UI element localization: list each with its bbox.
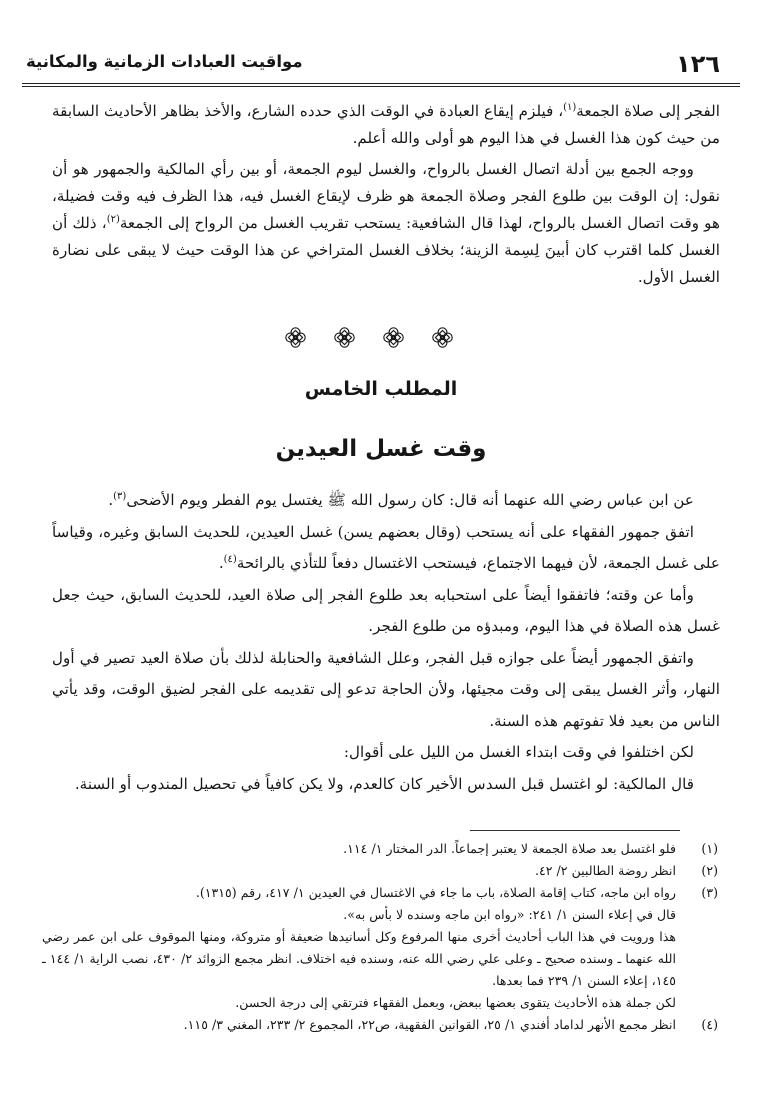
footnote-text bbox=[42, 882, 676, 1014]
section-title: وقت غسل العيدين bbox=[275, 436, 487, 462]
text-run: ، فيلزم إيقاع العبادة في الوقت الذي حدده الشارع، والأخذ بظاهر الأحاديث السابقة من حيث كون هذا الغسل في هذا اليوم هو أولى والله أعلم. bbox=[52, 102, 720, 147]
body-text bbox=[52, 485, 720, 800]
text-run: اتفق جمهور الفقهاء على أنه يستحب (وقال بعضهم يسن) غسل العيدين، للحديث السابق وغيره، وقياساً على غسل الجمعة، لأن فيهما الاجتماع، فيستحب الاغتسال دفعاً للتأذي بالرائحة bbox=[52, 522, 720, 572]
body-paragraph: واتفق الجمهور أيضاً على جوازه قبل الفجر، وعلل الشافعية والحنابلة لذلك بأن صلاة العيد تصير في أول النهار، وأثر الغسل يبقى إلى وقت مجيئها، ولأن الحاجة تدعو إلى تقديمه على الفجر لضيق الوقت، وقد يأتي الناس من بعيد فلا تفوتهم هذه السنة. bbox=[52, 648, 720, 730]
text-run: الفجر إلى صلاة الجمعة bbox=[576, 102, 720, 120]
header-rule bbox=[22, 83, 740, 84]
footnote-line: قال في إعلاء السنن ١/ ٢٤١: «رواه ابن ماجه وسنده لا بأس به». bbox=[343, 907, 676, 922]
footnote-text: انظر مجمع الأنهر لداماد أفندي ١/ ٢٥، القوانين الفقهية، ص٢٢، المجموع ٢/ ٢٣٣، المغني ٣/ ١١٥. bbox=[183, 1017, 676, 1032]
footnote bbox=[42, 1014, 720, 1036]
footnote-ref-3[interactable]: (٣) bbox=[113, 490, 127, 502]
page-number: ١٢٦ bbox=[676, 50, 720, 78]
text-run: . bbox=[108, 491, 114, 509]
footnote-ref-2[interactable]: (٢) bbox=[106, 213, 120, 225]
footnote-ref-4[interactable]: (٤) bbox=[223, 553, 237, 565]
header-rule-thin bbox=[22, 86, 740, 87]
footnote-line: لكن جملة هذه الأحاديث يتقوى بعضها ببعض، وبعمل الفقهاء فترتقي إلى درجة الحسن. bbox=[235, 995, 676, 1010]
running-title: مواقيت العبادات الزمانية والمكانية bbox=[26, 52, 303, 71]
quatrefoil-knot-icon bbox=[284, 326, 307, 349]
body-paragraph: لكن اختلفوا في وقت ابتداء الغسل من الليل على أقوال: bbox=[343, 743, 694, 761]
text-run: . bbox=[218, 554, 224, 572]
footnote-text: فلو اغتسل بعد صلاة الجمعة لا يعتبر إجماعاً. الدر المختار ١/ ١١٤. bbox=[343, 841, 676, 856]
intro-paragraph bbox=[52, 98, 720, 152]
text-run: ووجه الجمع بين أدلة اتصال الغسل بالرواح، والغسل ليوم الجمعة، أو بين رأي المالكية والجمهور هو أن نقول: إن الوقت بين طلوع الفجر وصلاة الجمعة هو ظرف لإيقاع الغسل فيه، هذا الظرف فيه وقت فضيلة، هو وقت اتصال الغسل بالرواح، لهذا قال الشافعية: يستحب تقريب الغسل من الرواح إلى الجمعة bbox=[52, 160, 720, 232]
footnote-number: (٢) bbox=[701, 863, 718, 878]
footnote bbox=[42, 882, 720, 1014]
footnote bbox=[42, 860, 720, 882]
quatrefoil-knot-icon bbox=[431, 326, 454, 349]
footnote bbox=[42, 838, 720, 860]
quatrefoil-knot-icon bbox=[333, 326, 356, 349]
footnote-line: هذا ورويت في هذا الباب أحاديث أخرى منها المرفوع وكل أسانيدها ضعيفة أو متروكة، ومنها الموقوف على ابن عمر رضي الله عنهما ـ وسنده صحيح ـ وعلى علي رضي الله عنه، وسنده فيه اختلاف. انظر مجمع الزوائد ٢/ ٤٣٠، نصب الراية ١/ ١٤٤ ـ ١٤٥، إعلاء السنن ١/ ٢٣٩ فما بعدها. bbox=[42, 929, 677, 988]
body-paragraph: قال المالكية: لو اغتسل قبل السدس الأخير كان كالعدم، ولا يكن كافياً في تحصيل المندوب أو السنة. bbox=[74, 774, 694, 793]
section-label: المطلب الخامس bbox=[304, 378, 458, 400]
intro-paragraph bbox=[52, 156, 720, 291]
text-run: عن ابن عباس رضي الله عنهما أنه قال: كان رسول الله ﷺ يغتسل يوم الفطر ويوم الأضحى bbox=[126, 491, 694, 509]
footnote-separator bbox=[470, 830, 680, 831]
section-ornament bbox=[284, 326, 454, 349]
footnote-number: (٣) bbox=[701, 885, 718, 900]
footnote-number: (٤) bbox=[701, 1017, 718, 1032]
quatrefoil-knot-icon bbox=[382, 326, 405, 349]
footnote-line: رواه ابن ماجه، كتاب إقامة الصلاة، باب ما جاء في الاغتسال في العيدين ١/ ٤١٧، رقم (١٣١٥). bbox=[195, 885, 676, 900]
body-paragraph bbox=[52, 517, 720, 580]
body-paragraph: وأما عن وقته؛ فاتفقوا أيضاً على استحبابه بعد طلوع الفجر إلى صلاة العيد، للحديث السابق، حيث جعل غسل هذه الصلاة في هذا اليوم، ومبدؤه من طلوع الفجر. bbox=[52, 585, 720, 635]
text-run: ، ذلك أن الغسل كلما اقترب كان أبينَ لِسِمة الزينة؛ بخلاف الغسل المتراخي عن هذا الوقت حيث لا يبقى على نضارة الغسل الأول. bbox=[52, 214, 720, 286]
intro-text bbox=[52, 98, 720, 291]
footnote-text: انظر روضة الطالبين ٢/ ٤٢. bbox=[535, 863, 676, 878]
body-paragraph bbox=[52, 485, 720, 517]
footnote-number: (١) bbox=[701, 841, 718, 856]
footnotes bbox=[42, 838, 720, 1036]
footnote-ref-1[interactable]: (١) bbox=[563, 101, 577, 113]
